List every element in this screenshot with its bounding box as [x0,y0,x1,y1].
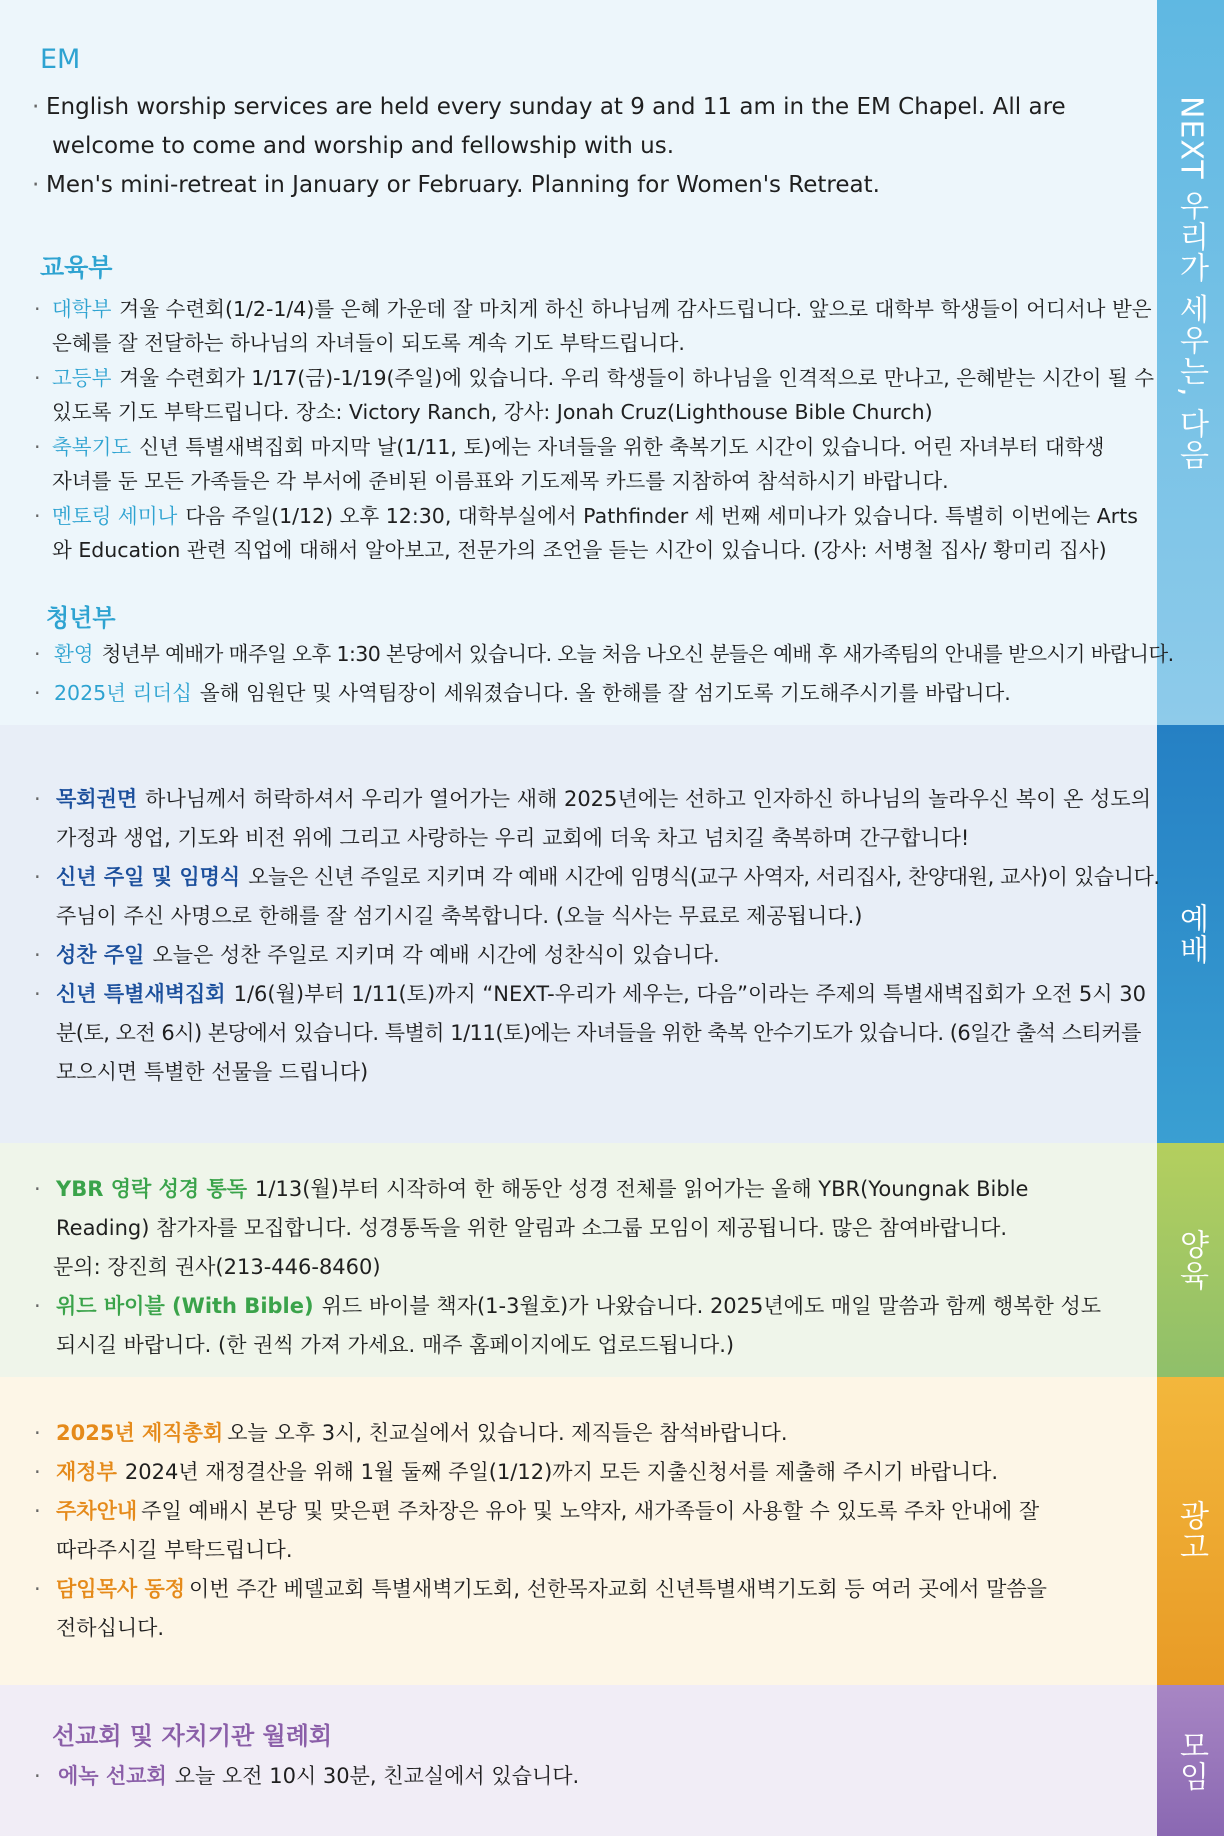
worship-item: · 성찬 주일 오늘은 성찬 주일로 지키며 각 예배 시간에 성찬식이 있습니다. [34,943,720,967]
worship-item: · 목회권면 하나님께서 허락하셔서 우리가 열어가는 새해 2025년에는 선하고 인자하신 하나님의 놀라우신 복이 온 성도의 가정과 생업, 기도와 비전 위에 그리고 사랑하는 우리 교회에 더욱 차고 넘치길 축복하며 간구합니다! [34,780,1204,858]
gathering-text: 오늘 오전 10시 30분, 친교실에서 있습니다. [174,1764,580,1788]
nurture-tag: YBR 영락 성경 통독 [56,1177,248,1201]
worship-item: · 신년 주일 및 임명식 오늘은 신년 주일로 지키며 각 예배 시간에 임명식(교구 사역자, 서리집사, 찬양대원, 교사)이 있습니다. 주님이 주신 사명으로 한해를 잘 섬기시길 축복합니다. (오늘 식사는 무료로 제공됩니다.) [34,858,1204,936]
tab-notice-label: 광고 [1173,1500,1209,1562]
education-text: 다음 주일(1/12) 오후 12:30, 대학부실에서 Pathfinder 세 번째 세미나가 있습니다. 특별히 이번에는 Arts [185,504,1138,528]
gathering-title: 선교회 및 자치기관 월례회 [52,1722,333,1750]
education-item: · 대학부 겨울 수련회(1/2-1/4)를 은혜 가운데 잘 마치게 하신 하나님께 감사드립니다. 앞으로 대학부 학생들이 어디서나 받은 은혜를 잘 전달하는 하나님의 자녀들이 되도록 계속 기도 부탁드립니다. [34,292,1204,360]
education-text: 겨울 수련회가 1/17(금)-1/19(주일)에 있습니다. 우리 학생들이 하나님을 인격적으로 만나고, 은혜받는 시간이 될 수 [119,366,1155,390]
education-tag: 고등부 [52,366,112,390]
youth-tag: 2025년 리더십 [54,681,192,705]
education-tag: 축복기도 [52,435,132,459]
tab-gathering-label: 모임 [1173,1729,1209,1792]
notice-item: · 주차안내 주일 예배시 본당 및 맞은편 주차장은 유아 및 노약자, 새가족들이 사용할 수 있도록 주차 안내에 잘 따라주시길 부탁드립니다. [34,1492,1204,1570]
nurture-text: 되시길 바랍니다. (한 권씩 가져 가세요. 매주 홈페이지에도 업로드됩니다.) [56,1333,735,1357]
notice-text: 주일 예배시 본당 및 맞은편 주차장은 유아 및 노약자, 새가족들이 사용할 수 있도록 주차 안내에 잘 [141,1499,1040,1523]
em-item-line: Men's mini-retreat in January or February. Planning for Women's Retreat. [46,172,880,198]
education-text: 신년 특별새벽집회 마지막 날(1/11, 토)에는 자녀들을 위한 축복기도 시간이 있습니다. 어린 자녀부터 대학생 [139,435,1105,459]
worship-text: 가정과 생업, 기도와 비전 위에 그리고 사랑하는 우리 교회에 더욱 차고 넘치길 축복하며 간구합니다! [56,826,970,850]
tab-nurture-label: 양육 [1173,1229,1209,1291]
notice-text: 따라주시길 부탁드립니다. [56,1538,293,1562]
worship-text: 오늘은 신년 주일로 지키며 각 예배 시간에 임명식(교구 사역자, 서리집사, 찬양대원, 교사)이 있습니다. [248,865,1160,889]
youth-item: · 2025년 리더십 올해 임원단 및 사역팀장이 세워졌습니다. 올 한해를 잘 섬기도록 기도해주시기를 바랍니다. [34,681,1011,705]
youth-text: 청년부 예배가 매주일 오후 1:30 본당에서 있습니다. 오늘 처음 나오신 분들은 예배 후 새가족팀의 안내를 받으시기 바랍니다. [101,642,1174,666]
worship-text: 1/6(월)부터 1/11(토)까지 “NEXT-우리가 세우는, 다음”이라는 주제의 특별새벽집회가 오전 5시 30 [233,982,1146,1006]
em-item: · Men's mini-retreat in January or February. Planning for Women's Retreat. [32,166,1204,205]
education-item: · 축복기도 신년 특별새벽집회 마지막 날(1/11, 토)에는 자녀들을 위한 축복기도 시간이 있습니다. 어린 자녀부터 대학생 자녀를 둔 모든 가족들은 각 부서에 준비된 이름표와 기도제목 카드를 지참하여 참석하시기 바랍니다. [34,430,1204,498]
notice-item: · 재정부 2024년 재정결산을 위해 1월 둘째 주일(1/12)까지 모든 지출신청서를 제출해 주시기 바랍니다. [34,1460,999,1484]
worship-text: 하나님께서 허락하셔서 우리가 열어가는 새해 2025년에는 선하고 인자하신 하나님의 놀라우신 복이 온 성도의 [145,787,1151,811]
gathering-item: · 에녹 선교회 오늘 오전 10시 30분, 친교실에서 있습니다. [34,1764,580,1788]
education-title: 교육부 [40,253,113,282]
em-item-line: welcome to come and worship and fellowship with us. [52,133,675,159]
worship-text: 주님이 주신 사명으로 한해를 잘 섬기시길 축복합니다. (오늘 식사는 무료로 제공됩니다.) [56,904,863,928]
em-item: · English worship services are held every sunday at 9 and 11 am in the EM Chapel. All are welcome to come and worship and fellowship with us. [32,88,1204,166]
youth-title: 청년부 [46,604,116,632]
notice-text: 오늘 오후 3시, 친교실에서 있습니다. 제직들은 참석바랍니다. [227,1421,788,1445]
worship-tag: 성찬 주일 [56,943,145,967]
gathering-tag: 에녹 선교회 [58,1764,167,1788]
notice-tag: 2025년 제직총회 [56,1421,224,1445]
worship-tag: 신년 특별새벽집회 [56,982,226,1006]
em-item-line: English worship services are held every sunday at 9 and 11 am in the EM Chapel. All are [46,94,1066,120]
worship-text: 오늘은 성찬 주일로 지키며 각 예배 시간에 성찬식이 있습니다. [152,943,720,967]
tab-next-label: NEXT 우리가 세우는, 다음 [1173,95,1209,470]
worship-text: 분(토, 오전 6시) 본당에서 있습니다. 특별히 1/11(토)에는 자녀들을 위한 축복 안수기도가 있습니다. (6일간 출석 스티커를 [56,1021,1141,1045]
worship-item: · 신년 특별새벽집회 1/6(월)부터 1/11(토)까지 “NEXT-우리가 세우는, 다음”이라는 주제의 특별새벽집회가 오전 5시 30 분(토, 오전 6시) 본당에서 있습니다. 특별히 1/11(토)에는 자녀들을 위한 축복 안수기도가 있습니다. (6일간 출석 스티커를 모으시면 특별한 선물을 드립니다) [34,975,1204,1092]
education-item: · 고등부 겨울 수련회가 1/17(금)-1/19(주일)에 있습니다. 우리 학생들이 하나님을 인격적으로 만나고, 은혜받는 시간이 될 수 있도록 기도 부탁드립니다. 장소: Victory Ranch, 강사: Jonah Cruz(Lighthouse Bible Church) [34,361,1204,429]
notice-tag: 주차안내 [56,1499,138,1523]
em-title: EM [40,44,81,75]
notice-text: 전하십니다. [56,1616,165,1640]
tab-worship-label: 예배 [1173,903,1209,965]
education-tag: 멘토링 세미나 [52,504,178,528]
nurture-text: Reading) 참가자를 모집합니다. 성경통독을 위한 알림과 소그룹 모임이 제공됩니다. 많은 참여바랍니다. [56,1216,1008,1240]
worship-tag: 목회권면 [56,787,138,811]
nurture-text: 1/13(월)부터 시작하여 한 해동안 성경 전체를 읽어가는 올해 YBR(Youngnak Bible [255,1177,1029,1201]
nurture-text: 문의: 장진희 권사(213-446-8460) [53,1255,381,1279]
youth-tag: 환영 [54,642,94,666]
notice-text: 2024년 재정결산을 위해 1월 둘째 주일(1/12)까지 모든 지출신청서를 제출해 주시기 바랍니다. [124,1460,999,1484]
education-item: · 멘토링 세미나 다음 주일(1/12) 오후 12:30, 대학부실에서 Pathfinder 세 번째 세미나가 있습니다. 특별히 이번에는 Arts 와 Education 관련 직업에 대해서 알아보고, 전문가의 조언을 듣는 시간이 있습니다. (강사: 서병철 집사/ 황미리 집사) [34,499,1204,567]
education-text: 은혜를 잘 전달하는 하나님의 자녀들이 되도록 계속 기도 부탁드립니다. [52,331,685,355]
nurture-item: · 위드 바이블 (With Bible) 위드 바이블 책자(1-3월호)가 나왔습니다. 2025년에도 매일 말씀과 함께 행복한 성도 되시길 바랍니다. (한 권씩 가져 가세요. 매주 홈페이지에도 업로드됩니다.) [34,1287,1204,1365]
nurture-text: 위드 바이블 책자(1-3월호)가 나왔습니다. 2025년에도 매일 말씀과 함께 행복한 성도 [321,1294,1102,1318]
education-text: 있도록 기도 부탁드립니다. 장소: Victory Ranch, 강사: Jonah Cruz(Lighthouse Bible Church) [52,400,933,424]
youth-item: · 환영 청년부 예배가 매주일 오후 1:30 본당에서 있습니다. 오늘 처음 나오신 분들은 예배 후 새가족팀의 안내를 받으시기 바랍니다. [34,642,1174,666]
youth-text: 올해 임원단 및 사역팀장이 세워졌습니다. 올 한해를 잘 섬기도록 기도해주시기를 바랍니다. [199,681,1011,705]
education-text: 자녀를 둔 모든 가족들은 각 부서에 준비된 이름표와 기도제목 카드를 지참하여 참석하시기 바랍니다. [52,469,949,493]
notice-tag: 담임목사 동정 [56,1577,186,1601]
education-tag: 대학부 [52,297,112,321]
education-text: 겨울 수련회(1/2-1/4)를 은혜 가운데 잘 마치게 하신 하나님께 감사드립니다. 앞으로 대학부 학생들이 어디서나 받은 [119,297,1152,321]
notice-item: · 2025년 제직총회 오늘 오후 3시, 친교실에서 있습니다. 제직들은 참석바랍니다. [34,1421,788,1445]
worship-text: 모으시면 특별한 선물을 드립니다) [56,1060,369,1084]
education-text: 와 Education 관련 직업에 대해서 알아보고, 전문가의 조언을 듣는 시간이 있습니다. (강사: 서병철 집사/ 황미리 집사) [52,538,1107,562]
notice-text: 이번 주간 베델교회 특별새벽기도회, 선한목자교회 신년특별새벽기도회 등 여러 곳에서 말씀을 [189,1577,1047,1601]
notice-item: · 담임목사 동정 이번 주간 베델교회 특별새벽기도회, 선한목자교회 신년특별새벽기도회 등 여러 곳에서 말씀을 전하십니다. [34,1570,1204,1648]
notice-tag: 재정부 [56,1460,117,1484]
nurture-item: · YBR 영락 성경 통독 1/13(월)부터 시작하여 한 해동안 성경 전체를 읽어가는 올해 YBR(Youngnak Bible Reading) 참가자를 모집합니다. 성경통독을 위한 알림과 소그룹 모임이 제공됩니다. 많은 참여바랍니다. 문의: 장진희 권사(213-446-8460) [34,1170,1204,1287]
nurture-tag: 위드 바이블 (With Bible) [56,1294,314,1318]
worship-tag: 신년 주일 및 임명식 [56,865,241,889]
